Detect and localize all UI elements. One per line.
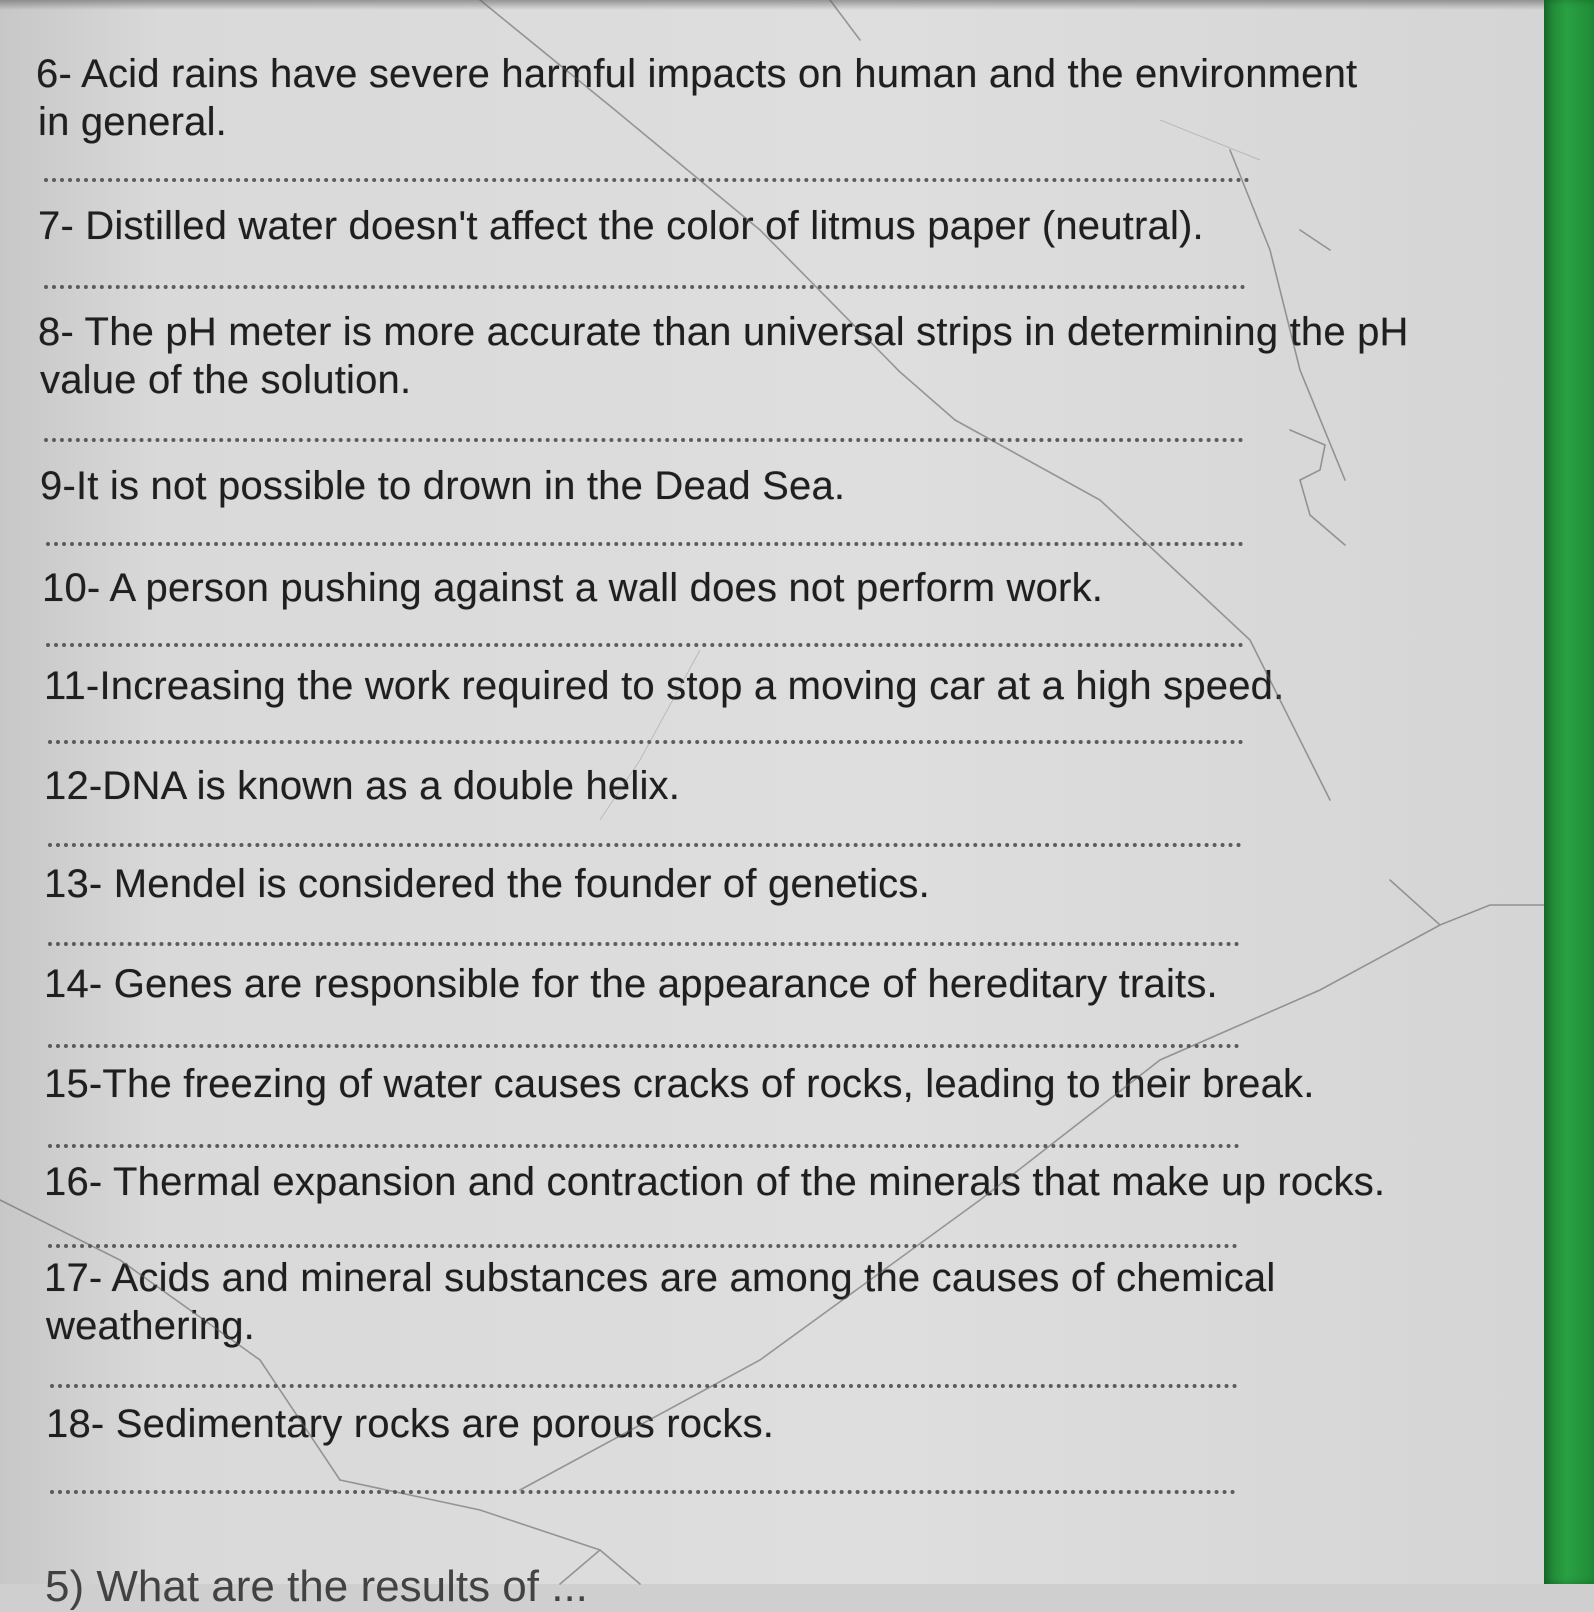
answer-line-13 bbox=[48, 942, 1240, 946]
crease-line bbox=[1160, 120, 1260, 160]
statement-10: 10- A person pushing against a wall does not perform work. bbox=[42, 566, 1104, 610]
statement-6-line-2: in general. bbox=[38, 100, 227, 144]
answer-line-18 bbox=[50, 1490, 1236, 1494]
answer-line-15 bbox=[48, 1144, 1240, 1148]
answer-line-7 bbox=[44, 285, 1246, 289]
statement-13: 13- Mendel is considered the founder of genetics. bbox=[44, 862, 930, 906]
statement-17-line-2: weathering. bbox=[46, 1304, 255, 1348]
answer-line-16 bbox=[48, 1244, 1238, 1248]
statement-12: 12-DNA is known as a double helix. bbox=[44, 764, 681, 808]
answer-line-14 bbox=[48, 1044, 1240, 1048]
statement-17-line-1: 17- Acids and mineral substances are among the causes of chemical bbox=[44, 1256, 1276, 1300]
statement-16: 16- Thermal expansion and contraction of the minerals that make up rocks. bbox=[44, 1160, 1386, 1204]
answer-line-8 bbox=[44, 438, 1244, 442]
statement-6-line-1: 6- Acid rains have severe harmful impacts on human and the environment bbox=[36, 52, 1358, 96]
statement-8-line-2: value of the solution. bbox=[40, 358, 412, 402]
green-background-edge bbox=[1544, 0, 1594, 1584]
answer-line-10 bbox=[46, 643, 1244, 647]
answer-line-9 bbox=[46, 542, 1244, 546]
statement-8-line-1: 8- The pH meter is more accurate than universal strips in determining the pH bbox=[38, 310, 1409, 354]
statement-15: 15-The freezing of water causes cracks of rocks, leading to their break. bbox=[44, 1062, 1315, 1106]
crease-line bbox=[1290, 430, 1325, 480]
statement-14: 14- Genes are responsible for the appearance of hereditary traits. bbox=[44, 962, 1218, 1006]
top-edge-shadow bbox=[0, 0, 1594, 10]
crease-line bbox=[1390, 880, 1545, 925]
partial-bottom-question: 5) What are the results of ... bbox=[45, 1562, 588, 1611]
statement-18: 18- Sedimentary rocks are porous rocks. bbox=[46, 1402, 775, 1446]
answer-line-12 bbox=[48, 843, 1242, 847]
statement-9: 9-It is not possible to drown in the Dead Sea. bbox=[40, 464, 846, 508]
crease-line bbox=[1300, 480, 1345, 545]
statement-11: 11-Increasing the work required to stop a moving car at a high speed. bbox=[44, 664, 1285, 708]
answer-line-17 bbox=[50, 1384, 1238, 1388]
statement-7: 7- Distilled water doesn't affect the color of litmus paper (neutral). bbox=[38, 204, 1204, 248]
crease-line bbox=[1300, 230, 1330, 250]
answer-line-6 bbox=[44, 178, 1250, 182]
answer-line-11 bbox=[48, 740, 1244, 744]
